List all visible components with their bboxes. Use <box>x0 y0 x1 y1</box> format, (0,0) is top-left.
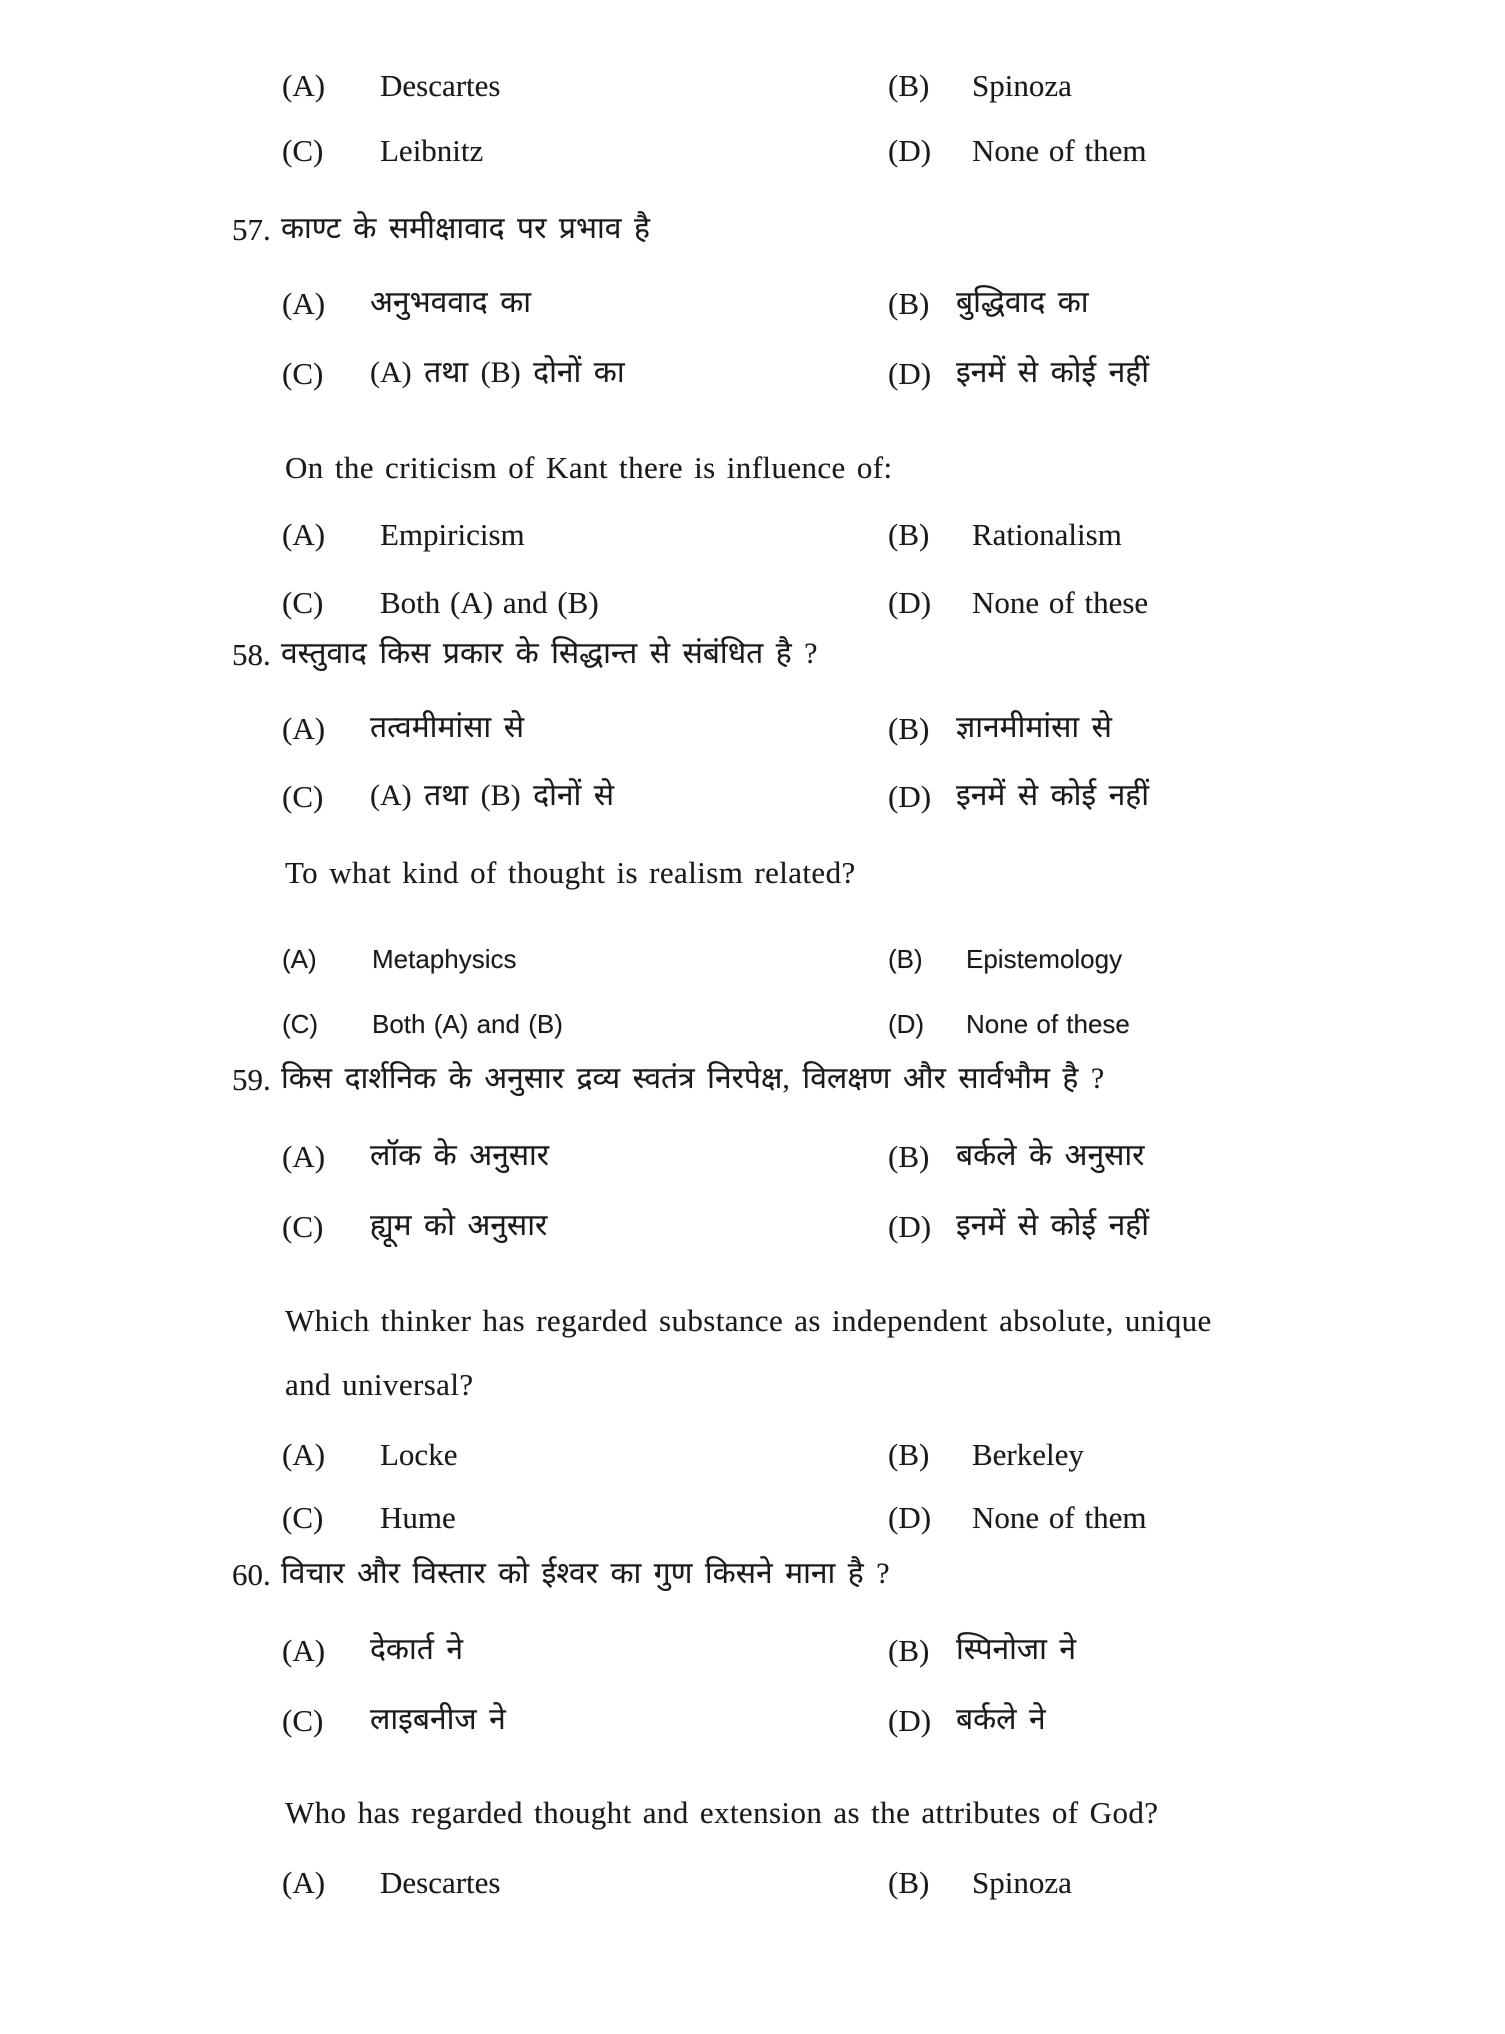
option-d-label: (D) <box>888 779 932 814</box>
option-d-text: इनमें से कोई नहीं <box>956 1209 1149 1242</box>
option-c-label: (C) <box>282 133 324 168</box>
options-row <box>0 711 1505 757</box>
option-b-label: (B) <box>888 68 930 103</box>
options-row <box>0 286 1505 332</box>
option-b-text: बुद्धिवाद का <box>956 286 1089 319</box>
question-59-hindi <box>0 1062 1505 1108</box>
options-row <box>0 1633 1505 1679</box>
option-b-text: ज्ञानमीमांसा से <box>956 711 1112 744</box>
option-a-text: देकार्त ने <box>370 1633 463 1666</box>
question-58-english <box>0 855 1505 901</box>
options-row <box>0 779 1505 825</box>
option-b-label: (B) <box>888 944 923 974</box>
option-a-label: (A) <box>282 286 326 321</box>
option-a-label: (A) <box>282 711 326 746</box>
option-c-text: Hume <box>380 1500 456 1535</box>
option-b-text: स्पिनोजा ने <box>956 1633 1077 1666</box>
option-a-text: तत्वमीमांसा से <box>370 711 524 744</box>
question-60-english <box>0 1795 1505 1841</box>
question-text-english: Which thinker has regarded substance as independent absolute, unique <box>285 1303 1212 1338</box>
options-row <box>0 1865 1505 1911</box>
option-a-label: (A) <box>282 1633 326 1668</box>
question-text-hindi: विचार और विस्तार को ईश्वर का गुण किसने माना है ? <box>281 1557 890 1590</box>
option-b-text: Rationalism <box>972 517 1122 552</box>
option-b-text: Berkeley <box>972 1437 1084 1472</box>
question-59-english-line1 <box>0 1303 1505 1349</box>
question-number: 58. <box>232 637 271 672</box>
option-c-label: (C) <box>282 585 324 620</box>
question-59-english-line2 <box>0 1367 1505 1413</box>
option-a-text: लॉक के अनुसार <box>370 1139 550 1172</box>
option-c-label: (C) <box>282 1009 319 1039</box>
option-a-text: Descartes <box>380 1865 501 1900</box>
option-d-text: इनमें से कोई नहीं <box>956 356 1149 389</box>
option-c-label: (C) <box>282 356 324 391</box>
option-b-text: बर्कले के अनुसार <box>956 1139 1145 1172</box>
option-c-text: Both (A) and (B) <box>380 585 599 620</box>
question-57-hindi <box>0 212 1505 258</box>
option-d-label: (D) <box>888 356 932 391</box>
option-b-label: (B) <box>888 1437 930 1472</box>
option-d-label: (D) <box>888 585 932 620</box>
option-b-label: (B) <box>888 1633 930 1668</box>
option-d-label: (D) <box>888 1703 932 1738</box>
option-a-label: (A) <box>282 1865 326 1900</box>
option-a-text: Descartes <box>380 68 501 103</box>
options-row <box>0 356 1505 402</box>
question-number: 60. <box>232 1557 271 1592</box>
option-b-text: Spinoza <box>972 1865 1072 1900</box>
option-c-text: (A) तथा (B) दोनों का <box>370 356 625 389</box>
option-d-text: None of them <box>972 1500 1147 1535</box>
option-d-text: इनमें से कोई नहीं <box>956 779 1149 812</box>
question-text-hindi: किस दार्शनिक के अनुसार द्रव्य स्वतंत्र निरपेक्ष, विलक्षण और सार्वभौम है ? <box>281 1062 1105 1095</box>
question-text-english: and universal? <box>285 1367 474 1402</box>
question-text-english: Who has regarded thought and extension as the attributes of God? <box>285 1795 1159 1830</box>
question-text-english: To what kind of thought is realism related? <box>285 855 856 890</box>
option-a-label: (A) <box>282 1139 326 1174</box>
option-c-text: ह्यूम को अनुसार <box>370 1209 548 1242</box>
option-a-text: Locke <box>380 1437 458 1472</box>
option-d-text: None of these <box>972 585 1149 620</box>
option-d-label: (D) <box>888 1500 932 1535</box>
options-row <box>0 517 1505 563</box>
option-b-text: Spinoza <box>972 68 1072 103</box>
question-57-english <box>0 450 1505 496</box>
options-row <box>0 68 1505 114</box>
option-c-label: (C) <box>282 1209 324 1244</box>
option-b-label: (B) <box>888 286 930 321</box>
option-d-text: बर्कले ने <box>956 1703 1046 1736</box>
question-58-hindi <box>0 637 1505 683</box>
options-row <box>0 585 1505 631</box>
question-number: 57. <box>232 212 271 247</box>
options-row <box>0 1139 1505 1185</box>
option-d-label: (D) <box>888 1209 932 1244</box>
option-c-text: Both (A) and (B) <box>372 1009 563 1039</box>
option-c-label: (C) <box>282 779 324 814</box>
option-c-text: Leibnitz <box>380 133 484 168</box>
option-c-label: (C) <box>282 1703 324 1738</box>
option-b-label: (B) <box>888 517 930 552</box>
question-text-english: On the criticism of Kant there is influence of: <box>285 450 893 485</box>
options-row <box>0 133 1505 179</box>
option-a-text: Metaphysics <box>372 944 517 974</box>
option-a-label: (A) <box>282 944 317 974</box>
option-d-label: (D) <box>888 1009 925 1039</box>
option-b-label: (B) <box>888 1865 930 1900</box>
option-a-label: (A) <box>282 517 326 552</box>
option-b-text: Epistemology <box>966 944 1123 974</box>
option-b-label: (B) <box>888 711 930 746</box>
option-d-text: None of them <box>972 133 1147 168</box>
options-row <box>0 1209 1505 1255</box>
options-row <box>0 1703 1505 1749</box>
option-a-text: अनुभववाद का <box>370 286 532 319</box>
option-c-text: लाइबनीज ने <box>370 1703 506 1736</box>
options-row <box>0 1010 1505 1056</box>
question-text-hindi: काण्ट के समीक्षावाद पर प्रभाव है <box>281 212 650 245</box>
option-a-label: (A) <box>282 1437 326 1472</box>
question-60-hindi <box>0 1557 1505 1603</box>
options-row <box>0 1437 1505 1483</box>
option-d-label: (D) <box>888 133 932 168</box>
options-row <box>0 1500 1505 1546</box>
option-a-label: (A) <box>282 68 326 103</box>
option-c-label: (C) <box>282 1500 324 1535</box>
option-c-text: (A) तथा (B) दोनों से <box>370 779 615 812</box>
option-b-label: (B) <box>888 1139 930 1174</box>
option-a-text: Empiricism <box>380 517 525 552</box>
question-number: 59. <box>232 1062 271 1097</box>
option-d-text: None of these <box>966 1009 1130 1039</box>
question-text-hindi: वस्तुवाद किस प्रकार के सिद्धान्त से संबंधित है ? <box>281 637 818 670</box>
options-row <box>0 945 1505 991</box>
